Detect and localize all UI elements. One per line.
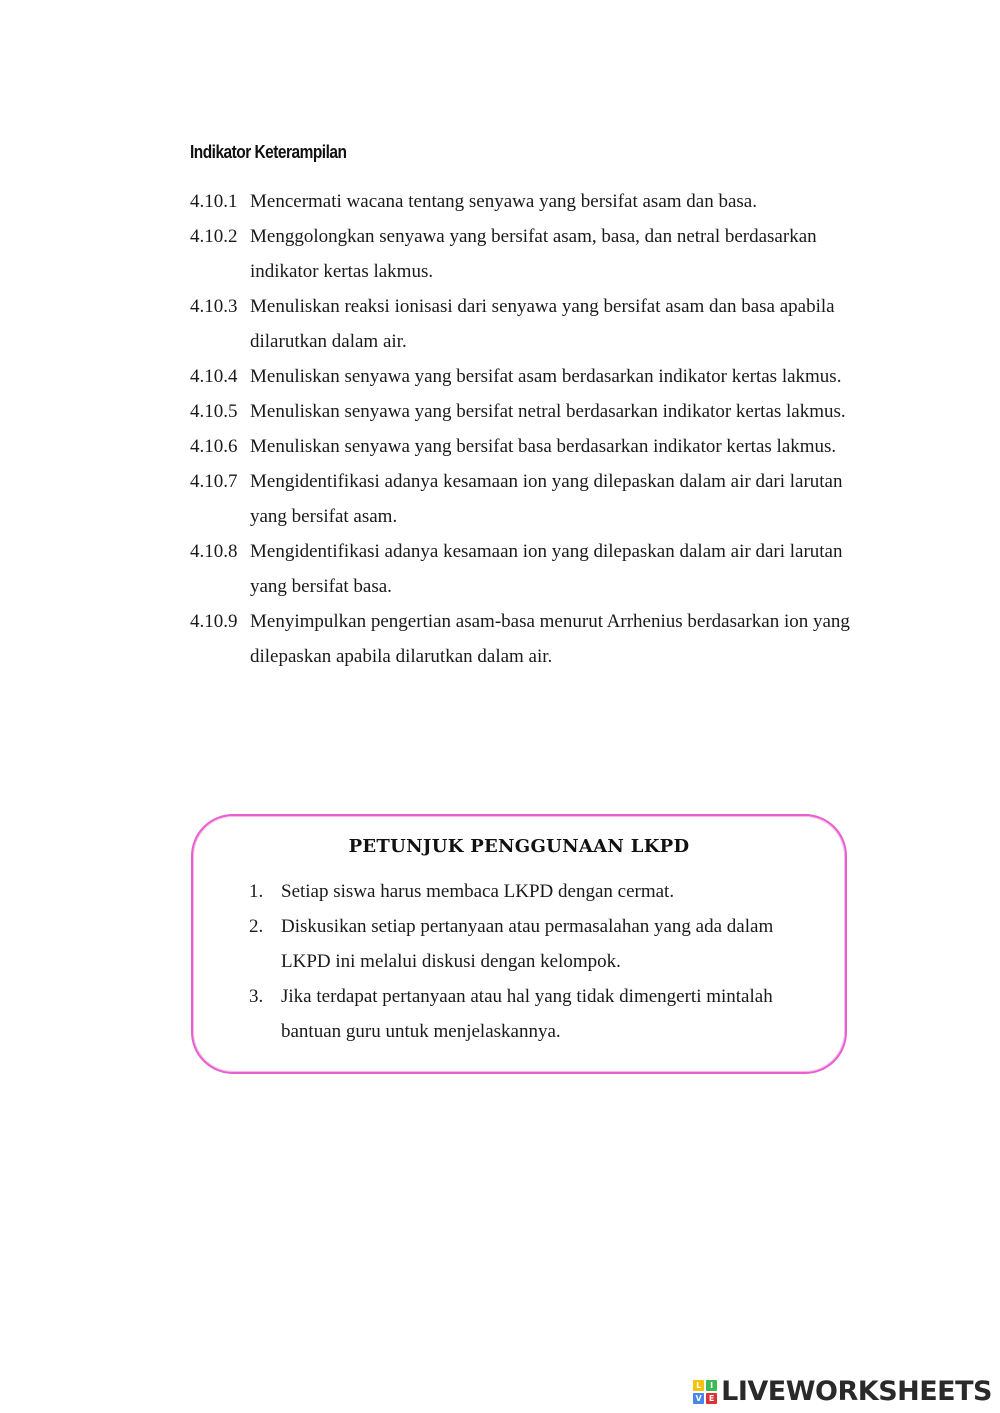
instruction-number: 1.	[249, 881, 264, 902]
logo-cell: V	[693, 1393, 704, 1404]
indicator-item	[190, 394, 870, 429]
indicator-text: Mencermati wacana tentang senyawa yang bersifat asam dan basa.	[250, 191, 757, 212]
logo-cell: I	[706, 1380, 717, 1391]
logo-cell: L	[693, 1380, 704, 1391]
indicator-number: 4.10.8	[190, 541, 238, 562]
indicator-text: Menuliskan senyawa yang bersifat basa berdasarkan indikator kertas lakmus.	[250, 436, 837, 457]
indicator-item	[190, 464, 870, 534]
indicator-item	[190, 359, 870, 394]
indicator-item	[190, 429, 870, 464]
indicator-list	[190, 184, 870, 674]
instruction-item	[249, 909, 809, 979]
indicator-item	[190, 219, 870, 289]
indicator-number: 4.10.1	[190, 191, 238, 212]
instruction-item	[249, 979, 809, 1049]
indicator-text: Menuliskan senyawa yang bersifat asam berdasarkan indikator kertas lakmus.	[250, 366, 842, 387]
instructions-title: PETUNJUK PENGGUNAAN LKPD	[348, 836, 690, 857]
instructions-list	[249, 874, 809, 1049]
indicator-text: Mengidentifikasi adanya kesamaan ion yang dilepaskan dalam air dari larutan yang bersifat basa.	[250, 541, 843, 597]
instruction-text: Setiap siswa harus membaca LKPD dengan cermat.	[281, 881, 675, 902]
indicator-text: Menggolongkan senyawa yang bersifat asam, basa, dan netral berdasarkan indikator kertas lakmus.	[250, 226, 817, 282]
indicator-number: 4.10.4	[190, 366, 238, 387]
liveworksheets-watermark	[693, 1376, 992, 1407]
indicator-text: Menuliskan senyawa yang bersifat netral berdasarkan indikator kertas lakmus.	[250, 401, 846, 422]
indicator-item	[190, 289, 870, 359]
watermark-text: LIVEWORKSHEETS	[721, 1376, 992, 1407]
instruction-item	[249, 874, 809, 909]
instruction-text: Jika terdapat pertanyaan atau hal yang tidak dimengerti mintalah bantuan guru untuk menjelaskannya.	[281, 986, 773, 1042]
instruction-number: 3.	[249, 986, 264, 1007]
instruction-number: 2.	[249, 916, 264, 937]
indicator-text: Menuliskan reaksi ionisasi dari senyawa yang bersifat asam dan basa apabila dilarutkan dalam air.	[250, 296, 835, 352]
indicator-number: 4.10.3	[190, 296, 238, 317]
section-heading: Indikator Keterampilan	[190, 142, 347, 162]
indicator-text: Mengidentifikasi adanya kesamaan ion yang dilepaskan dalam air dari larutan yang bersifat asam.	[250, 471, 843, 527]
indicator-item	[190, 604, 870, 674]
indicator-number: 4.10.6	[190, 436, 238, 457]
indicator-number: 4.10.2	[190, 226, 238, 247]
indicator-number: 4.10.7	[190, 471, 238, 492]
indicator-item	[190, 184, 870, 219]
indicator-number: 4.10.9	[190, 611, 238, 632]
instructions-box	[191, 814, 847, 1074]
liveworksheets-logo-icon	[693, 1380, 717, 1404]
indicator-text: Menyimpulkan pengertian asam-basa menurut Arrhenius berdasarkan ion yang dilepaskan apabila dilarutkan dalam air.	[250, 611, 850, 667]
indicator-item	[190, 534, 870, 604]
indicator-number: 4.10.5	[190, 401, 238, 422]
instruction-text: Diskusikan setiap pertanyaan atau permasalahan yang ada dalam LKPD ini melalui diskusi dengan kelompok.	[281, 916, 774, 972]
logo-cell: E	[706, 1393, 717, 1404]
